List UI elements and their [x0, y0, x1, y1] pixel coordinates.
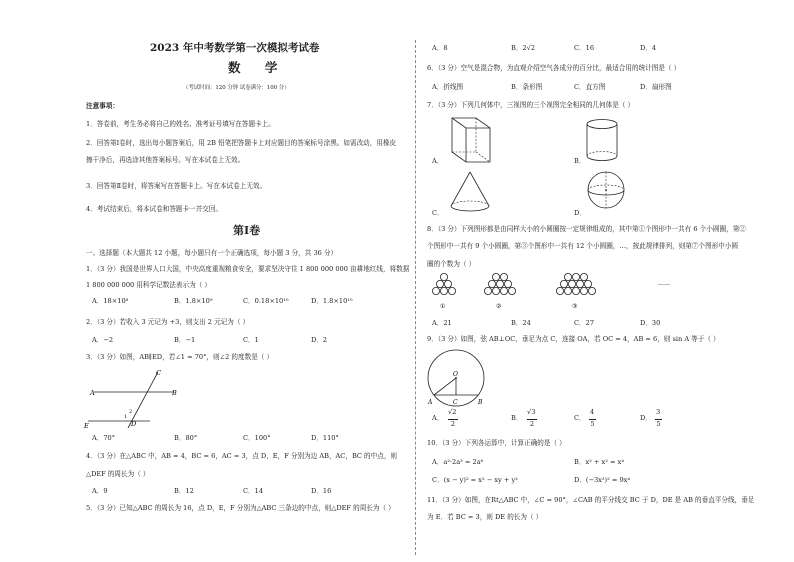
- question-1-option-c: C．0.18×10¹⁰: [243, 297, 289, 305]
- column-divider: [415, 40, 416, 555]
- question-7-option-b: B．: [574, 157, 586, 165]
- fraction-denominator: 2: [448, 419, 458, 428]
- exam-title: 2023 年中考数学第一次模拟考试卷: [150, 42, 320, 54]
- question-5-text: 5．（3 分）已知△ABC 的周长为 16，点 D，E，F 分别为△ABC 三条边的中点，则△DEF 的周长为（ ）: [86, 504, 395, 512]
- figure-label-e: E: [84, 422, 89, 430]
- question-6-option-c: C．直方图: [574, 83, 606, 91]
- question-2-option-c: C．1: [243, 336, 259, 344]
- question-3-option-b: B．80°: [174, 434, 198, 442]
- fraction-denominator: 5: [656, 420, 661, 428]
- question-1-option-a: A．18×10⁸: [92, 297, 129, 305]
- question-6-text: 6．（3 分）空气是混合物，为直观介绍空气各成分的百分比，最适合用的统计图是（ ）: [427, 64, 681, 72]
- figure-label-2: ②: [496, 303, 502, 310]
- question-10-option-a: A．a²·2a³ = 2a⁶: [432, 458, 484, 466]
- notice-item: 2．回答第Ⅰ卷时，选出每小题答案后，用 2B 铅笔把答题卡上对应题目的答案标号涂黑。如需改动，用橡皮: [86, 139, 397, 147]
- question-3-option-c: C．100°: [243, 434, 271, 442]
- question-2-option-d: D．2: [311, 336, 328, 344]
- notice-item: 擦干净后，再选涂其他答案标号。写在本试卷上无效。: [86, 156, 245, 164]
- question-10-option-c: C．(x − y)² = x² − xy + y²: [432, 476, 518, 484]
- figure-label-3: ③: [572, 303, 578, 310]
- question-4-text: 4．（3 分）在△ABC 中，AB = 4，BC = 6，AC = 3，点 D，E，F 分别为边 AB，AC，BC 的中点，则: [86, 452, 398, 460]
- question-8-text: 个图形中一共有 9 个小圆圈，第③个图形中一共有 12 个小圆圈，…，按此规律排列，则第⑦个图形中小圆: [427, 242, 739, 250]
- question-8-option-d: D．30: [640, 319, 661, 327]
- fraction-denominator: 5: [590, 420, 595, 428]
- question-4-option-c: C．14: [243, 487, 264, 495]
- figure-label-a: A: [428, 399, 433, 406]
- question-3-parallel-lines-figure: [84, 366, 194, 432]
- sphere-figure: [586, 170, 626, 210]
- question-6-option-b: B．条形图: [511, 83, 543, 91]
- option-letter: D．: [640, 414, 652, 422]
- figure-label-b: B: [172, 389, 177, 397]
- notice-heading: 注意事项：: [86, 102, 119, 110]
- question-4-option-a: A．9: [92, 487, 108, 495]
- question-2-option-a: A．−2: [92, 336, 114, 344]
- circle-chord-figure: [424, 346, 488, 410]
- figure-label-c: C: [156, 369, 161, 377]
- question-7-option-a: A．: [432, 157, 444, 165]
- question-8-option-b: B．24: [511, 319, 531, 327]
- question-11-text: 为 E．若 BC = 3，则 DE 的长为（ ）: [427, 513, 543, 521]
- question-10-text: 10．（3 分）下列各运算中，计算正确的是（ ）: [427, 439, 566, 447]
- question-1-option-d: D．1.8×10¹⁰: [311, 297, 353, 305]
- question-7-option-d: D．: [574, 209, 586, 217]
- triangular-prism-figure: [446, 114, 496, 166]
- option-letter: A．: [432, 414, 444, 422]
- cone-figure: [448, 170, 492, 214]
- question-1-text: 1 800 000 000 用科学记数法表示为（ ）: [86, 281, 211, 289]
- section-title: 第Ⅰ卷: [233, 224, 261, 237]
- question-8-text: 8．（3 分）下列图形都是由同样大小的小圆圈按一定规律组成的，其中第①个图形中一共有 6 个小圆圈，第②: [427, 225, 746, 233]
- fraction-denominator: 2: [527, 419, 537, 428]
- figure-label-1: ①: [440, 303, 446, 310]
- figure-ellipsis: ……: [658, 280, 670, 287]
- figure-label-a: A: [90, 389, 95, 397]
- question-4-text: △DEF 的周长为（ ）: [86, 470, 150, 478]
- question-3-option-d: D．110°: [311, 434, 339, 442]
- fraction-numerator: 3: [656, 408, 661, 416]
- notice-item: 1．答卷前，考生务必将自己的姓名、准考证号填写在答题卡上。: [86, 120, 275, 128]
- subject-title: 数 学: [228, 60, 288, 75]
- question-9-text: 9．（3 分）如图，弦 AB⊥OC，垂足为点 C，连接 OA，若 OC = 4，AB = 6，则 sin A 等于（ ）: [427, 335, 720, 343]
- question-8-option-c: C．27: [574, 319, 595, 327]
- option-letter: C．: [574, 414, 586, 422]
- question-11-text: 11．（3 分）如图，在Rt△ABC 中，∠C = 90°，∠CAB 的平分线交 BC 于 D，DE 是 AB 的垂直平分线，垂足: [427, 496, 755, 504]
- figure-label-c: C: [453, 399, 458, 406]
- exam-info: （考试时间：120 分钟 试卷满分：100 分）: [183, 85, 290, 91]
- section-instruction: 一、选择题（本大题共 12 小题，每小题只有一个正确选项，每小题 3 分，共 36 分）: [86, 249, 338, 257]
- notice-item: 3．回答第Ⅱ卷时，将答案写在答题卡上。写在本试卷上无效。: [86, 182, 267, 190]
- question-1-text: 1．（3 分）我国是世界人口大国，中央高度重视粮食安全，要求坚决守住 1 800 000 000 亩耕地红线，将数据: [86, 265, 410, 273]
- question-10-option-b: B．x² + x² = x⁴: [574, 458, 624, 466]
- question-8-option-a: A．21: [432, 319, 452, 327]
- question-1-option-b: B．1.8×10⁹: [174, 297, 213, 305]
- question-4-option-b: B．12: [174, 487, 194, 495]
- fraction-numerator: √3: [527, 408, 536, 416]
- question-5-option-a: A．8: [432, 44, 448, 52]
- figure-label-angle-1: 1: [124, 414, 128, 420]
- question-4-option-d: D．16: [311, 487, 332, 495]
- question-3-option-a: A．70°: [92, 434, 116, 442]
- question-2-text: 2．（3 分）若收入 3 元记为 +3，则支出 2 元记为（ ）: [86, 318, 250, 326]
- cylinder-figure: [584, 118, 620, 164]
- question-2-option-b: B．−1: [174, 336, 196, 344]
- question-5-option-c: C．16: [574, 44, 595, 52]
- question-3-text: 3．（3 分）如图，AB∥ED，若∠1 = 70°，则∠2 的度数是（ ）: [86, 353, 274, 361]
- fraction-numerator: √2: [448, 408, 457, 416]
- figure-label-o: O: [453, 371, 458, 378]
- question-6-option-a: A．折线图: [432, 83, 464, 91]
- question-7-option-c: C．: [432, 209, 444, 217]
- question-6-option-d: D．扇形图: [640, 83, 672, 91]
- question-5-option-d: D．4: [640, 44, 657, 52]
- notice-item: 4．考试结束后，将本试卷和答题卡一并交回。: [86, 205, 223, 213]
- option-letter: B．: [511, 414, 523, 422]
- question-10-option-d: D．(−3x²)² = 9x⁴: [574, 476, 631, 484]
- circle-pattern-figure: [428, 270, 688, 316]
- question-7-text: 7．（3 分）下列几何体中，三视图的三个视图完全相同的几何体是（ ）: [427, 101, 635, 109]
- question-5-option-b: B．2√2: [511, 44, 536, 52]
- figure-label-b: B: [478, 399, 483, 406]
- figure-label-angle-2: 2: [129, 409, 133, 415]
- question-8-text: 圈的个数为（ ）: [427, 260, 476, 268]
- figure-label-d: D: [131, 420, 137, 428]
- fraction-numerator: 4: [590, 408, 595, 416]
